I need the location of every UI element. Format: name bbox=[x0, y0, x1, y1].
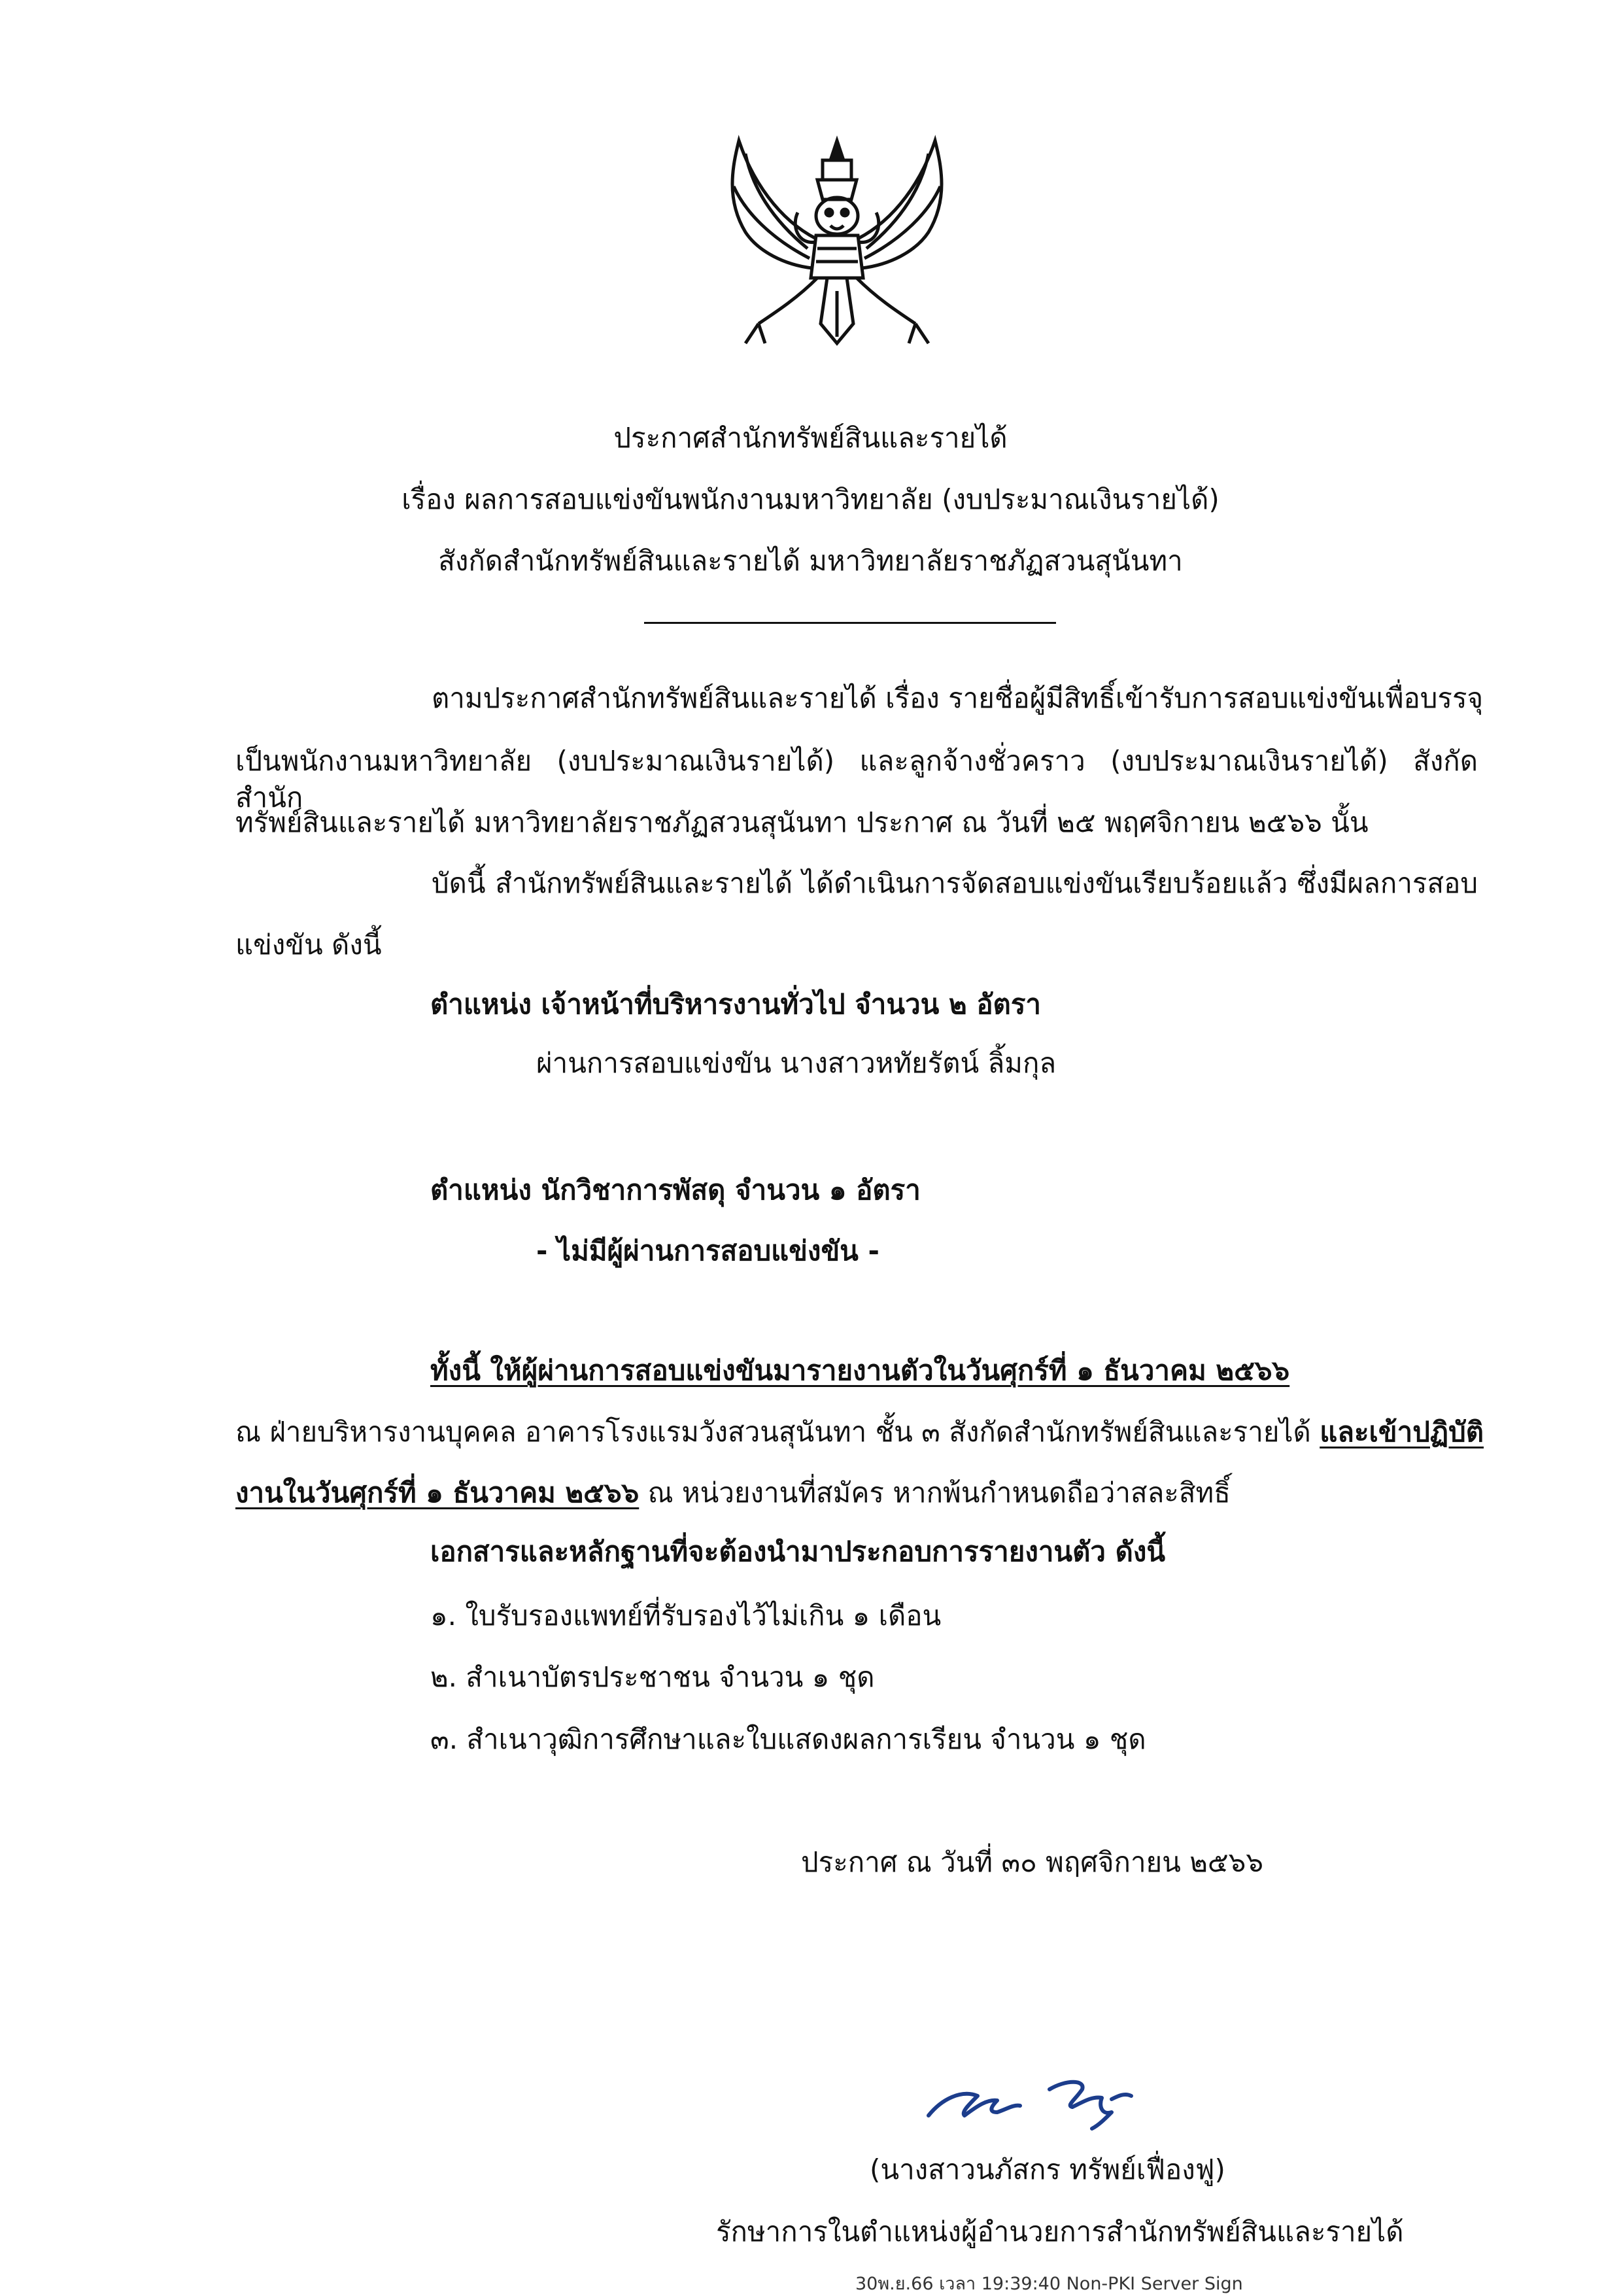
paragraph-1-line-3: ทรัพย์สินและรายได้ มหาวิทยาลัยราชภัฏสวนสุนันทา ประกาศ ณ วันที่ ๒๕ พฤศจิกายน ๒๕๖๖ นั้น bbox=[235, 806, 1369, 838]
title-divider bbox=[644, 622, 1056, 624]
announcement-date: ประกาศ ณ วันที่ ๓๐ พฤศจิกายน ๒๕๖๖ bbox=[801, 1846, 1264, 1878]
paragraph-1-line-2: เป็นพนักงานมหาวิทยาลัย (งบประมาณเงินรายได้) และลูกจ้างชั่วคราว (งบประมาณเงินรายได้) สังกัดสำนัก bbox=[235, 745, 1478, 814]
documents-heading: เอกสารและหลักฐานที่จะต้องนำมาประกอบการรายงานตัว ดังนี้ bbox=[430, 1535, 1166, 1568]
garuda-emblem bbox=[700, 128, 974, 350]
report-start-date-text: งานในวันศุกร์ที่ ๑ ธันวาคม ๒๕๖๖ bbox=[235, 1477, 640, 1509]
announcement-title: ประกาศสำนักทรัพย์สินและรายได้ bbox=[613, 422, 1008, 454]
report-forfeit-text: ณ หน่วยงานที่สมัคร หากพ้นกำหนดถือว่าสละสิทธิ์ bbox=[639, 1477, 1231, 1509]
report-date-line: ทั้งนี้ ให้ผู้ผ่านการสอบแข่งขันมารายงานตัวในวันศุกร์ที่ ๑ ธันวาคม ๒๕๖๖ bbox=[430, 1354, 1290, 1386]
position-1-title: ตำแหน่ง เจ้าหน้าที่บริหารงานทั่วไป จำนวน ๒ อัตรา bbox=[430, 988, 1041, 1020]
position-1-result: ผ่านการสอบแข่งขัน นางสาวหทัยรัตน์ ลิ้มกุล bbox=[536, 1047, 1057, 1079]
document-item: ๑. ใบรับรองแพทย์ที่รับรองไว้ไม่เกิน ๑ เดือน bbox=[430, 1600, 942, 1632]
affiliation-line: สังกัดสำนักทรัพย์สินและรายได้ มหาวิทยาลัยราชภัฏสวนสุนันทา bbox=[438, 545, 1183, 577]
paragraph-1-line-1: ตามประกาศสำนักทรัพย์สินและรายได้ เรื่อง รายชื่อผู้มีสิทธิ์เข้ารับการสอบแข่งขันเพื่อบรรจุ bbox=[432, 682, 1484, 714]
signer-name: (นางสาวนภัสกร ทรัพย์เฟื่องฟู) bbox=[870, 2153, 1225, 2185]
report-location-line bbox=[235, 1414, 1484, 1450]
document-item: ๓. สำเนาวุฒิการศึกษาและใบแสดงผลการเรียน จำนวน ๑ ชุด bbox=[430, 1723, 1146, 1755]
document-item: ๒. สำเนาบัตรประชาชน จำนวน ๑ ชุด bbox=[430, 1661, 875, 1693]
position-2-result: - ไม่มีผู้ผ่านการสอบแข่งขัน - bbox=[536, 1235, 879, 1267]
report-start-date-line bbox=[235, 1475, 1231, 1511]
signer-position: รักษาการในตำแหน่งผู้อำนวยการสำนักทรัพย์สินและรายได้ bbox=[716, 2216, 1404, 2248]
paragraph-2-line-2: แข่งขัน ดังนี้ bbox=[235, 929, 382, 961]
report-start-work-text: และเข้าปฏิบัติ bbox=[1320, 1416, 1484, 1448]
handwritten-signature bbox=[915, 2060, 1177, 2132]
position-2-title: ตำแหน่ง นักวิชาการพัสดุ จำนวน ๑ อัตรา bbox=[430, 1174, 921, 1206]
report-location-text: ณ ฝ่ายบริหารงานบุคคล อาคารโรงแรมวังสวนสุนันทา ชั้น ๓ สังกัดสำนักทรัพย์สินและรายได้ bbox=[235, 1416, 1320, 1448]
subject-line: เรื่อง ผลการสอบแข่งขันพนักงานมหาวิทยาลัย (งบประมาณเงินรายได้) bbox=[401, 483, 1220, 515]
paragraph-2-line-1: บัดนี้ สำนักทรัพย์สินและรายได้ ได้ดำเนินการจัดสอบแข่งขันเรียบร้อยแล้ว ซึ่งมีผลการสอบ bbox=[432, 867, 1478, 899]
e-sign-timestamp: 30พ.ย.66 เวลา 19:39:40 Non-PKI Server Sign bbox=[855, 2274, 1243, 2294]
